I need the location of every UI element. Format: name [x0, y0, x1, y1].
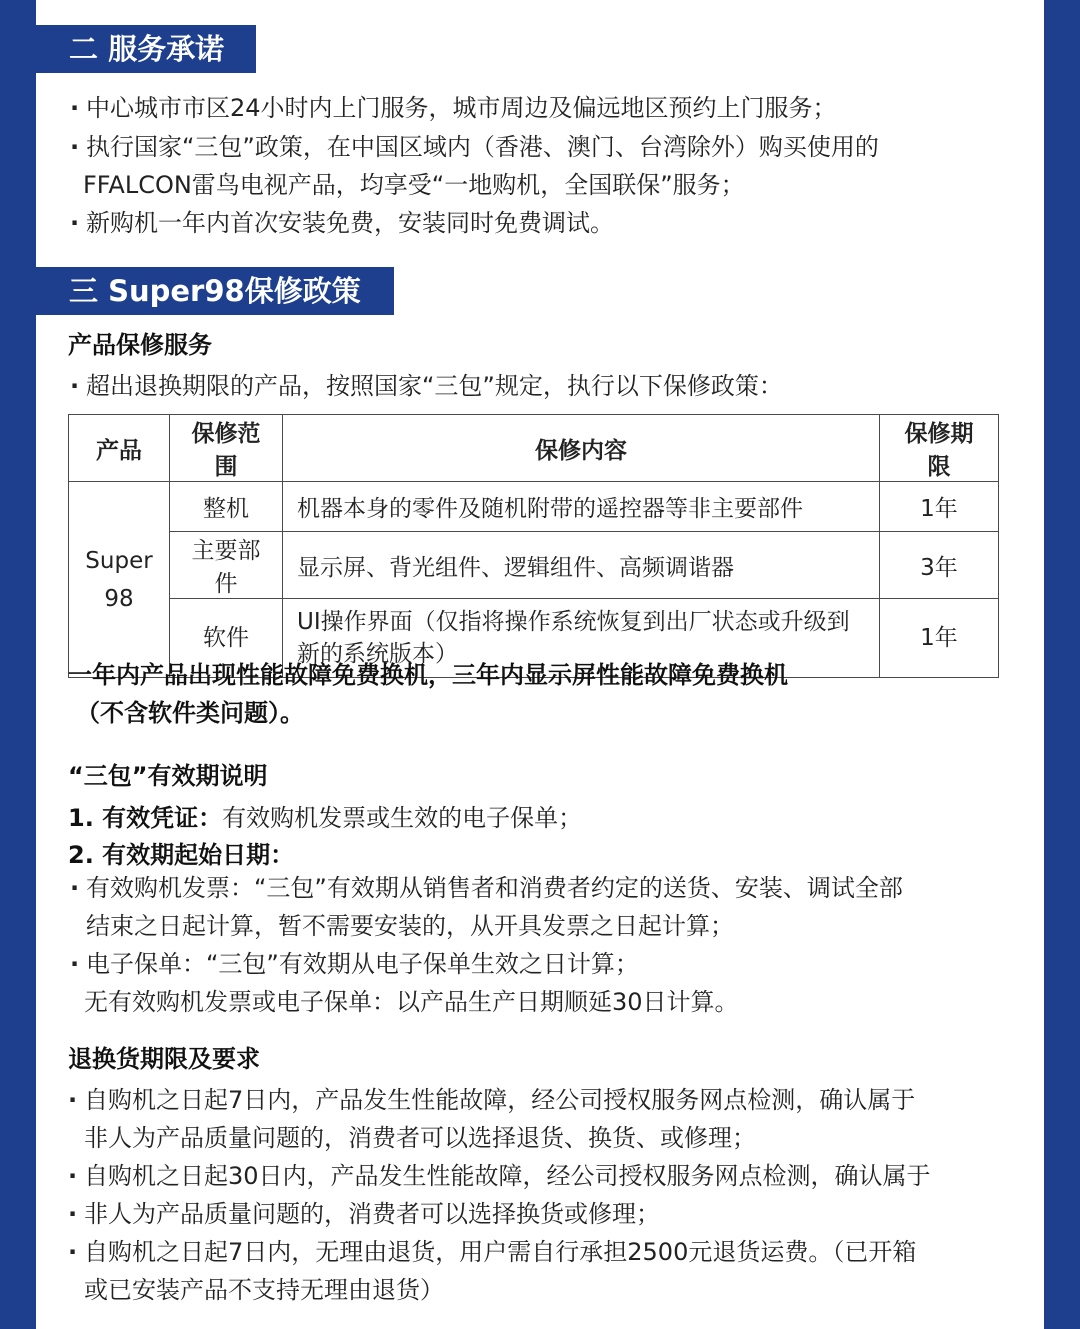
section-title-service: 二 服务承诺	[36, 25, 256, 73]
validity-line-2: 结束之日起计算，暂不需要安装的，从开具发票之日起计算；	[86, 912, 734, 940]
returns-line-3: · 自购机之日起30日内，产品发生性能故障，经公司授权服务网点检测，确认属于	[84, 1158, 931, 1194]
exchange-note-line-2: （不含软件类问题）。	[76, 699, 304, 727]
content-panel	[36, 0, 1044, 1329]
service-line-4: · 新购机一年内首次安装免费，安装同时免费调试。	[86, 205, 614, 241]
warranty-table	[68, 414, 999, 678]
validity-line-3: · 电子保单：“三包”有效期从电子保单生效之日计算；	[86, 946, 639, 982]
returns-heading: 退换货期限及要求	[68, 1045, 260, 1073]
scope-cell: 软件	[170, 599, 283, 678]
header-content: 保修内容	[283, 415, 880, 482]
period-cell: 1年	[880, 482, 999, 532]
validity-item-2-label: 2. 有效期起始日期：	[68, 841, 295, 869]
table-header-row	[69, 415, 999, 482]
service-line-1: · 中心城市市区24小时内上门服务，城市周边及偏远地区预约上门服务；	[86, 90, 837, 126]
content-cell: 显示屏、背光组件、逻辑组件、高频调谐器	[283, 532, 880, 599]
section-title-warranty: 三 Super98保修政策	[36, 267, 394, 315]
header-scope: 保修范围	[170, 415, 283, 482]
service-line-2: · 执行国家“三包”政策，在中国区域内（香港、澳门、台湾除外）购买使用的	[86, 129, 879, 165]
table-row	[69, 482, 999, 532]
header-product: 产品	[69, 415, 170, 482]
product-cell: Super 98	[69, 482, 170, 678]
returns-line-5: · 自购机之日起7日内，无理由退货，用户需自行承担2500元退货运费。（已开箱	[84, 1234, 916, 1270]
returns-line-4: · 非人为产品质量问题的，消费者可以选择换货或修理；	[84, 1196, 660, 1232]
table-row	[69, 532, 999, 599]
returns-line-1: · 自购机之日起7日内，产品发生性能故障，经公司授权服务网点检测，确认属于	[84, 1082, 915, 1118]
validity-line-4: 无有效购机发票或电子保单：以产品生产日期顺延30日计算。	[84, 988, 739, 1016]
service-line-3: FFALCON雷鸟电视产品，均享受“一地购机，全国联保”服务；	[83, 171, 745, 199]
validity-heading: “三包”有效期说明	[68, 762, 268, 790]
period-cell: 1年	[880, 599, 999, 678]
warranty-intro: · 超出退换期限的产品，按照国家“三包”规定，执行以下保修政策：	[86, 368, 783, 404]
period-cell: 3年	[880, 532, 999, 599]
returns-line-6: 或已安装产品不支持无理由退货）	[84, 1276, 444, 1304]
warranty-subtitle: 产品保修服务	[68, 331, 212, 359]
validity-item-1-label: 1. 有效凭证：	[68, 804, 223, 832]
header-period: 保修期限	[880, 415, 999, 482]
scope-cell: 主要部件	[170, 532, 283, 599]
returns-line-2: 非人为产品质量问题的，消费者可以选择退货、换货、或修理；	[84, 1124, 756, 1152]
validity-line-1: · 有效购机发票：“三包”有效期从销售者和消费者约定的送货、安装、调试全部	[86, 870, 903, 906]
exchange-note-line-1: 一年内产品出现性能故障免费换机，三年内显示屏性能故障免费换机	[68, 661, 788, 689]
scope-cell: 整机	[170, 482, 283, 532]
content-cell: UI操作界面（仅指将操作系统恢复到出厂状态或升级到新的系统版本）	[283, 599, 880, 678]
validity-item-1	[68, 800, 582, 836]
content-cell: 机器本身的零件及随机附带的遥控器等非主要部件	[283, 482, 880, 532]
validity-item-1-text: 有效购机发票或生效的电子保单；	[222, 804, 583, 832]
